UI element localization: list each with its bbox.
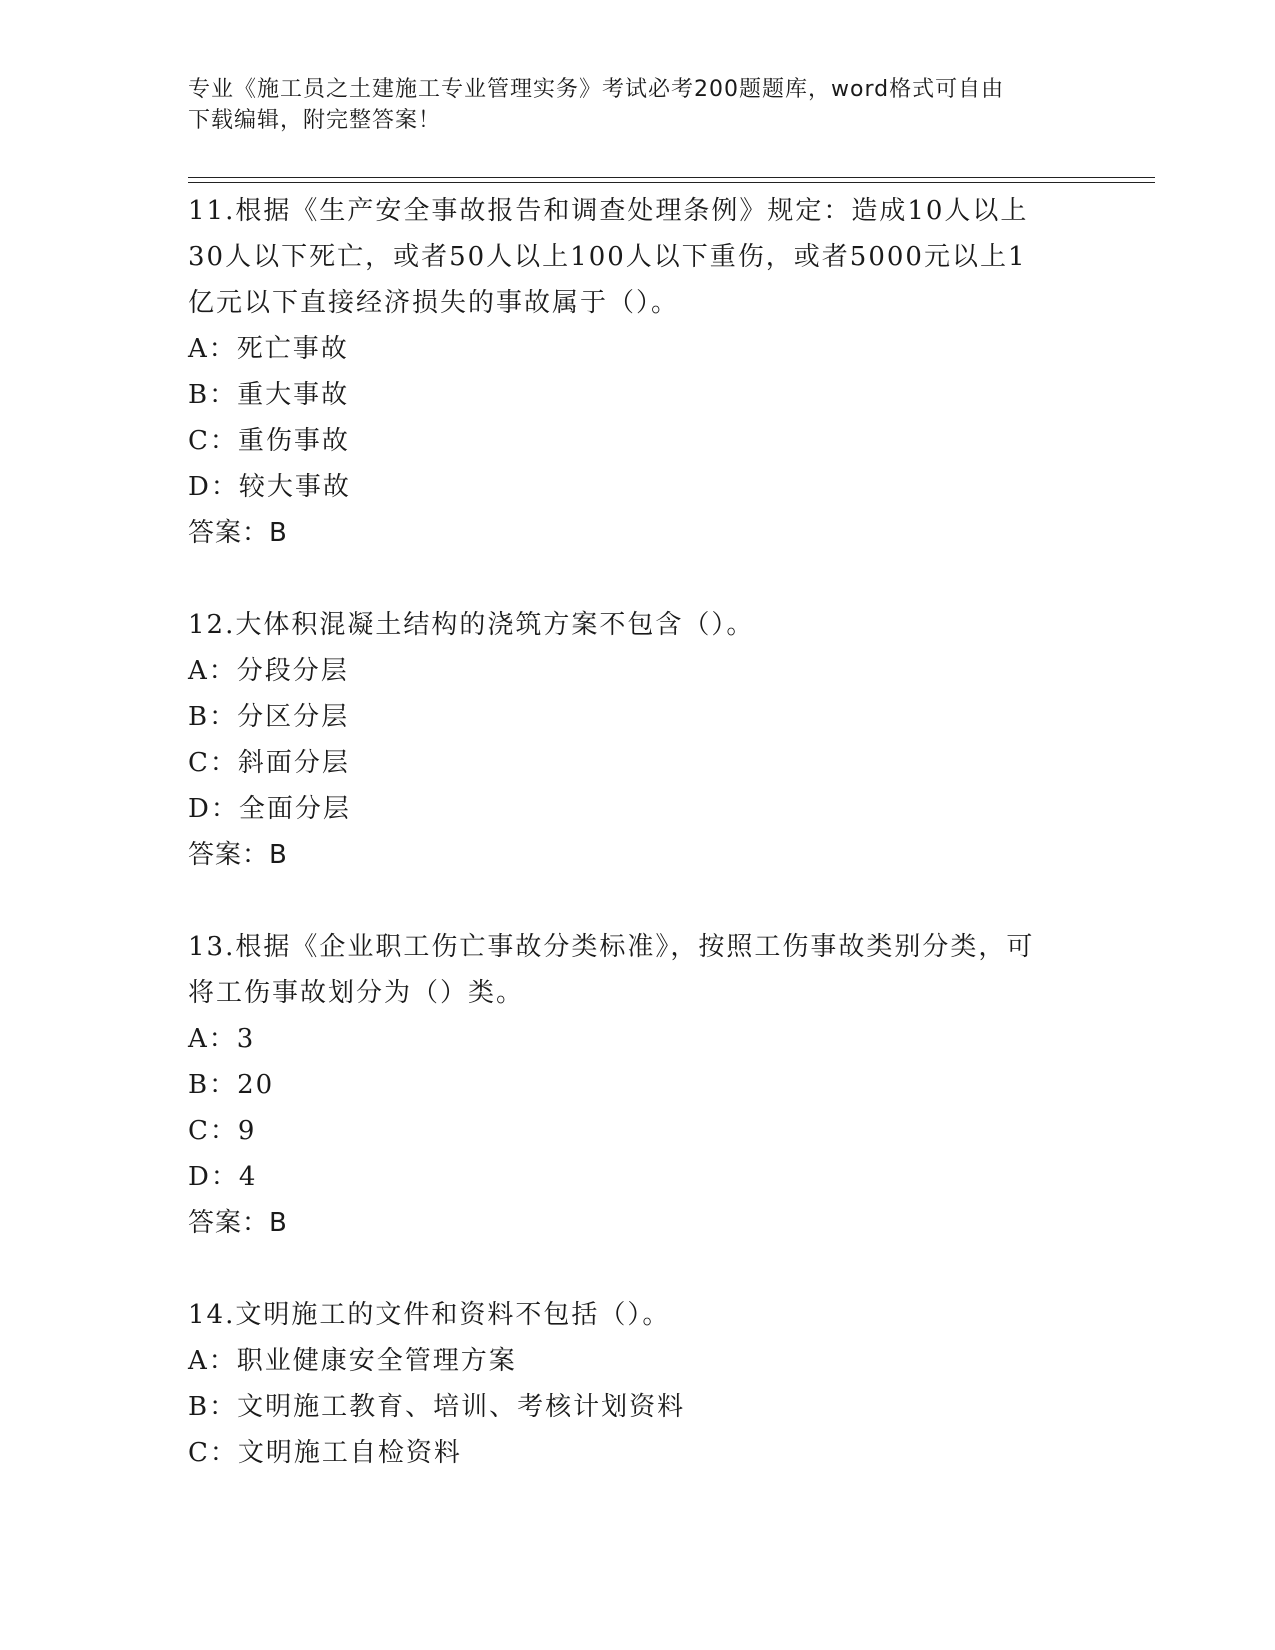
stem-line: 亿元以下直接经济损失的事故属于（）。: [188, 288, 680, 318]
question-11: [188, 188, 1088, 556]
header-line-1: 专业《施工员之土建施工专业管理实务》考试必考200题题库，word格式可自由: [188, 77, 1005, 102]
question-stem: [188, 1292, 1088, 1338]
answer: 答案：B: [188, 1208, 288, 1238]
option-b: B：分区分层: [188, 702, 350, 732]
option-b: B：重大事故: [188, 380, 350, 410]
header-divider-bottom: [188, 182, 1155, 183]
option-c: C：9: [188, 1116, 257, 1146]
option-d: D：较大事故: [188, 472, 351, 502]
question-stem: [188, 602, 1088, 648]
question-14: [188, 1292, 1088, 1476]
stem-line: 11.根据《生产安全事故报告和调查处理条例》规定：造成10人以上: [188, 196, 1029, 226]
option-a: A：死亡事故: [188, 334, 349, 364]
stem-line: 12.大体积混凝土结构的浇筑方案不包含（）。: [188, 610, 755, 640]
spacer: [188, 1246, 1088, 1292]
option-d: D：全面分层: [188, 794, 351, 824]
option-a: A：3: [188, 1024, 256, 1054]
header-line-2: 下载编辑，附完整答案！: [188, 108, 442, 133]
question-list: [188, 188, 1088, 1476]
stem-line: 将工伤事故划分为（）类。: [188, 978, 525, 1008]
option-b: B：20: [188, 1070, 275, 1100]
stem-line: 14.文明施工的文件和资料不包括（）。: [188, 1300, 671, 1330]
question-stem: [188, 188, 1088, 326]
option-c: C：斜面分层: [188, 748, 350, 778]
option-a: A：职业健康安全管理方案: [188, 1346, 517, 1376]
document-header: [188, 74, 1088, 136]
option-c: C：文明施工自检资料: [188, 1438, 462, 1468]
question-13: [188, 924, 1088, 1246]
question-12: [188, 602, 1088, 878]
question-stem: [188, 924, 1088, 1016]
option-a: A：分段分层: [188, 656, 349, 686]
answer: 答案：B: [188, 518, 288, 548]
answer: 答案：B: [188, 840, 288, 870]
spacer: [188, 556, 1088, 602]
option-d: D：4: [188, 1162, 258, 1192]
option-b: B：文明施工教育、培训、考核计划资料: [188, 1392, 686, 1422]
header-divider-top: [188, 177, 1155, 178]
spacer: [188, 878, 1088, 924]
option-c: C：重伤事故: [188, 426, 350, 456]
stem-line: 30人以下死亡，或者50人以上100人以下重伤，或者5000元以上1: [188, 242, 1027, 272]
stem-line: 13.根据《企业职工伤亡事故分类标准》，按照工伤事故类别分类，可: [188, 932, 1035, 962]
